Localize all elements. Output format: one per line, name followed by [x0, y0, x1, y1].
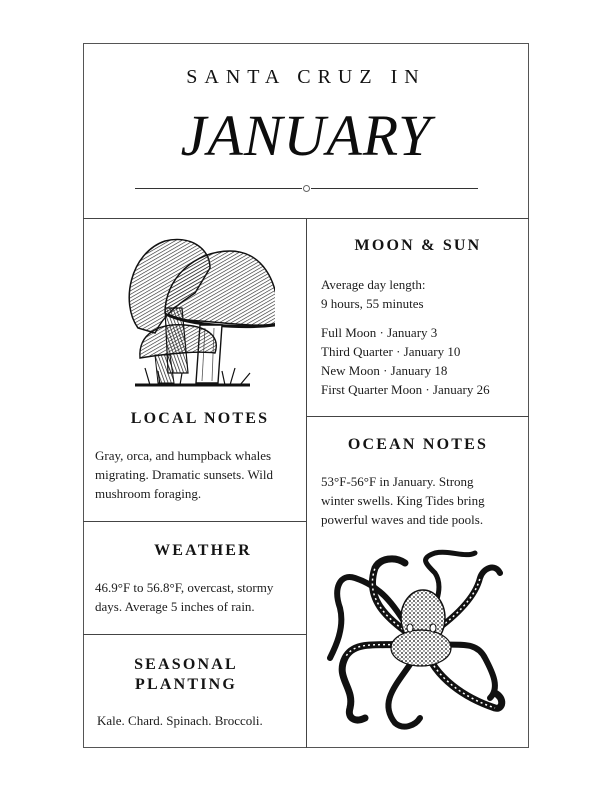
- title-divider-left: [135, 188, 302, 189]
- page-title: JANUARY: [180, 103, 432, 168]
- moon-phase-item: Full Moon · January 3: [321, 325, 438, 340]
- weather-bottom-rule: [83, 634, 307, 635]
- column-divider: [306, 218, 307, 748]
- weather-heading: WEATHER: [154, 542, 252, 559]
- moon-phase-item: New Moon · January 18: [321, 363, 448, 378]
- local-notes-bottom-rule: [83, 521, 307, 522]
- moon-sun-day-length: [321, 275, 526, 313]
- moon-phase-item: Third Quarter · January 10: [321, 344, 461, 359]
- mushroom-illustration: [110, 233, 275, 393]
- moon-phases-list: [321, 323, 526, 399]
- local-notes-heading: LOCAL NOTES: [130, 410, 270, 427]
- ocean-notes-line: 53°F-56°F in January. Strong: [321, 474, 474, 489]
- seasonal-planting-heading: [83, 655, 289, 695]
- ocean-notes-line: powerful waves and tide pools.: [321, 512, 484, 527]
- page-subtitle: SANTA CRUZ IN: [186, 66, 426, 88]
- moon-sun-heading: MOON & SUN: [354, 237, 482, 254]
- local-notes-text: [95, 446, 300, 503]
- ocean-notes-text: [321, 472, 526, 529]
- ocean-notes-line: winter swells. King Tides bring: [321, 493, 485, 508]
- title-divider-right: [311, 188, 478, 189]
- moon-phase-item: First Quarter Moon · January 26: [321, 382, 490, 397]
- seasonal-planting-heading-line2: PLANTING: [134, 676, 238, 693]
- weather-text: [95, 578, 300, 616]
- moon-sun-bottom-rule: [307, 416, 529, 417]
- seasonal-planting-text: [97, 711, 302, 730]
- day-length-label: Average day length:: [321, 277, 426, 292]
- local-notes-body: Gray, orca, and humpback whales migrating. Dramatic sunsets. Wild mushroom foraging.: [95, 448, 273, 501]
- seasonal-planting-heading-line1: SEASONAL: [134, 656, 238, 673]
- ocean-notes-heading: OCEAN NOTES: [347, 436, 489, 453]
- weather-body: 46.9°F to 56.8°F, overcast, stormy days. Average 5 inches of rain.: [95, 580, 274, 614]
- octopus-illustration: [325, 548, 510, 733]
- divider-ornament-icon: [303, 185, 310, 192]
- seasonal-planting-body: Kale. Chard. Spinach. Broccoli.: [97, 713, 263, 728]
- day-length-value: 9 hours, 55 minutes: [321, 296, 424, 311]
